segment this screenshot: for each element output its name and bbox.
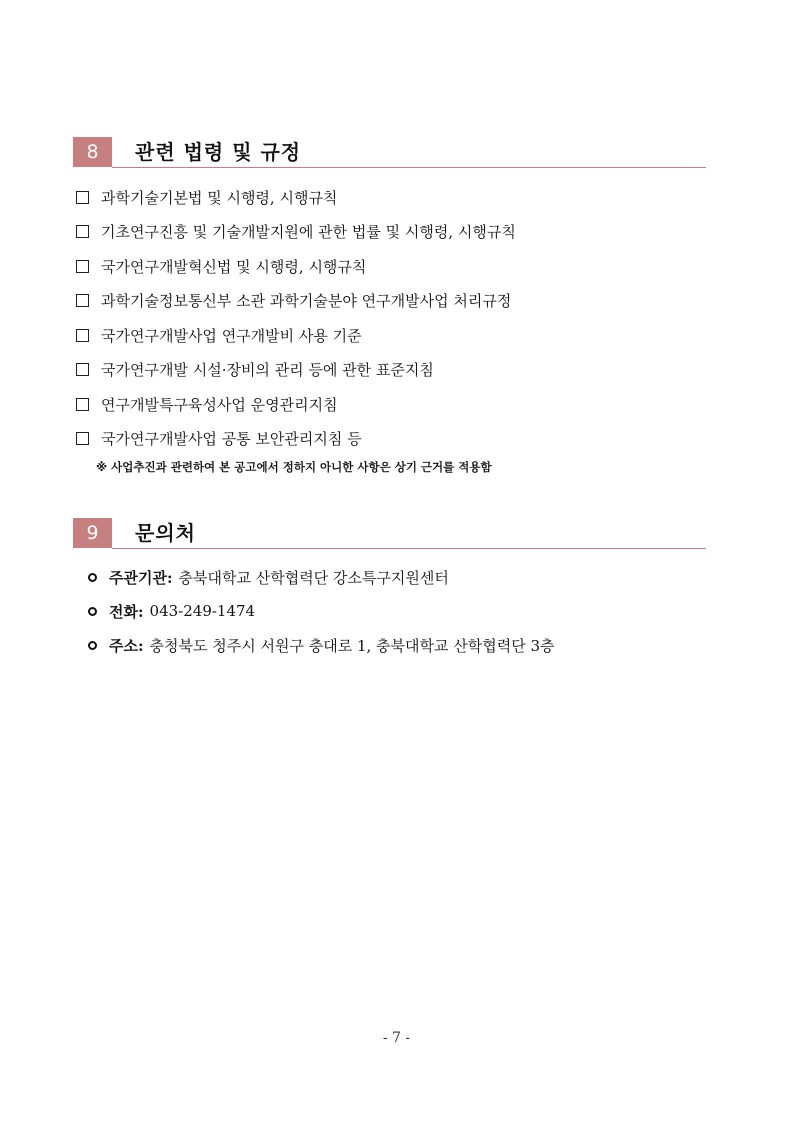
checkbox-icon — [76, 398, 89, 411]
list-item-text: 국가연구개발 시설·장비의 관리 등에 관한 표준지침 — [101, 361, 434, 380]
checkbox-icon — [76, 260, 89, 273]
section-divider — [112, 548, 706, 549]
contact-list — [88, 560, 555, 662]
list-item — [76, 284, 516, 319]
list-item-text: 국가연구개발사업 공통 보안관리지침 등 — [101, 430, 362, 449]
section-number-badge: 8 — [73, 137, 112, 167]
list-item-text: 기초연구진흥 및 기술개발지원에 관한 법률 및 시행령, 시행규칙 — [101, 223, 516, 242]
checkbox-icon — [76, 432, 89, 445]
section-title: 문의처 — [135, 521, 196, 545]
contact-organizer — [88, 560, 555, 594]
section-note: ※ 사업추진과 관련하여 본 공고에서 정하지 아니한 사항은 상기 근거를 적용함 — [96, 460, 492, 474]
section-9-header — [73, 518, 706, 548]
checkbox-icon — [76, 225, 89, 238]
regulation-list — [76, 180, 516, 456]
contact-label: 전화: — [109, 602, 144, 621]
list-item-text: 국가연구개발사업 연구개발비 사용 기준 — [101, 326, 362, 345]
list-item-text: 연구개발특구육성사업 운영관리지침 — [101, 395, 338, 414]
list-item — [76, 249, 516, 284]
section-divider — [112, 167, 706, 168]
section-number-badge: 9 — [73, 518, 112, 548]
checkbox-icon — [76, 191, 89, 204]
section-title: 관련 법령 및 규정 — [135, 140, 302, 164]
contact-label: 주관기관: — [109, 568, 173, 587]
page-number: - 7 - — [382, 1030, 411, 1046]
contact-value: 043-249-1474 — [149, 602, 256, 620]
contact-value: 충청북도 청주시 서원구 충대로 1, 충북대학교 산학협력단 3층 — [149, 636, 555, 655]
list-item — [76, 353, 516, 388]
contact-phone — [88, 594, 555, 628]
contact-address — [88, 628, 555, 662]
section-8-header — [73, 137, 706, 167]
contact-label: 주소: — [109, 636, 144, 655]
circle-bullet-icon — [88, 641, 97, 650]
list-item — [76, 180, 516, 215]
checkbox-icon — [76, 329, 89, 342]
circle-bullet-icon — [88, 573, 97, 582]
contact-value: 충북대학교 산학협력단 강소특구지원센터 — [178, 568, 449, 587]
list-item — [76, 215, 516, 250]
list-item — [76, 318, 516, 353]
list-item — [76, 387, 516, 422]
list-item-text: 국가연구개발혁신법 및 시행령, 시행규칙 — [101, 257, 367, 276]
list-item — [76, 422, 516, 457]
list-item-text: 과학기술기본법 및 시행령, 시행규칙 — [101, 188, 338, 207]
checkbox-icon — [76, 294, 89, 307]
circle-bullet-icon — [88, 607, 97, 616]
checkbox-icon — [76, 363, 89, 376]
list-item-text: 과학기술정보통신부 소관 과학기술분야 연구개발사업 처리규정 — [101, 292, 512, 311]
